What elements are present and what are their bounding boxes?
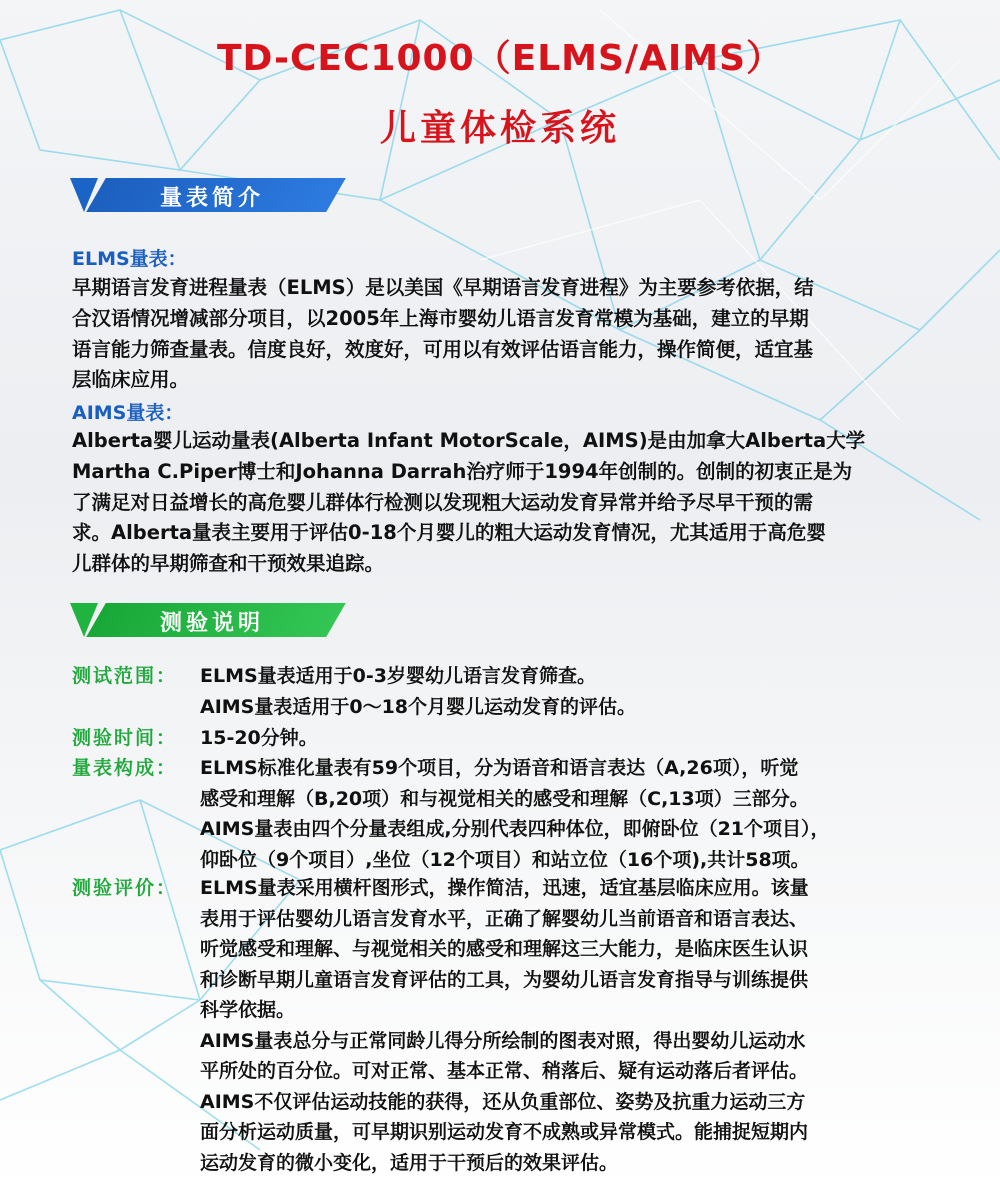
text-line: AIMS量表总分与正常同龄儿得分所绘制的图表对照，得出婴幼儿运动水	[200, 1029, 806, 1052]
text-line: 运动发育的微小变化，适用于干预后的效果评估。	[200, 1151, 619, 1174]
section-heading: 测验说明	[160, 611, 265, 636]
item-label: 测验时间：	[72, 727, 178, 749]
text-line: 了满足对日益增长的高危婴儿群体行检测以发现粗大运动发育异常并给予尽早干预的需	[72, 490, 814, 514]
text-line: Alberta婴儿运动量表(Alberta Infant MotorScale，AIMS)是由加拿大Alberta大学	[72, 429, 866, 452]
text-line: 15-20分钟。	[200, 727, 318, 749]
section-heading: 量表简介	[160, 186, 265, 211]
text-line: AIMS量表由四个分量表组成,分别代表四种体位，即俯卧位（21个项目），	[200, 818, 830, 840]
title-line-2: 儿童体检系统	[379, 108, 620, 149]
text-line: 语言能力筛查量表。信度良好，效度好，可用以有效评估语言能力，操作简便，适宜基	[72, 337, 814, 361]
aims-label: AIMS量表：	[72, 402, 184, 424]
text-line: 面分析运动质量，可早期识别运动发育不成熟或异常模式。能捕捉短期内	[200, 1121, 809, 1143]
text-line: 儿群体的早期筛查和干预效果追踪。	[72, 552, 385, 576]
text-line: 和诊断早期儿童语言发育评估的工具，为婴幼儿语言发育指导与训练提供	[200, 968, 809, 991]
section-banner-test	[70, 603, 345, 637]
text-line: 求。Alberta量表主要用于评估0-18个月婴儿的粗大运动发育情况，尤其适用于高危婴	[72, 521, 826, 545]
text-line: 听觉感受和理解、与视觉相关的感受和理解这三大能力，是临床医生认识	[200, 938, 809, 960]
text-line: AIMS量表适用于0～18个月婴儿运动发育的评估。	[200, 695, 637, 718]
text-line: 仰卧位（9个项目）,坐位（12个项目）和站立位（16个项),共计58项。	[200, 848, 810, 871]
text-line: 感受和理解（B,20项）和与视觉相关的感受和理解（C,13项）三部分。	[200, 787, 809, 810]
text-line: 表用于评估婴幼儿语言发育水平，正确了解婴幼儿当前语音和语言表达、	[200, 907, 809, 930]
text-line: Martha C.Piper博士和Johanna Darrah治疗师于1994年创制的。创制的初衷正是为	[72, 459, 853, 483]
title-line-1: TD-CEC1000（ELMS/AIMS）	[216, 38, 784, 79]
item-label: 量表构成：	[72, 757, 178, 779]
text-line: 合汉语情况增减部分项目，以2005年上海市婴幼儿语言发育常模为基础，建立的早期	[72, 306, 809, 330]
text-line: 早期语言发育进程量表（ELMS）是以美国《早期语言发育进程》为主要参考依据，结	[72, 276, 814, 299]
elms-paragraph	[72, 273, 814, 396]
item-label: 测验评价：	[72, 877, 178, 899]
section-banner-intro	[70, 178, 345, 212]
elms-label: ELMS量表：	[72, 248, 187, 270]
text-line: 平所处的百分位。可对正常、基本正常、稍落后、疑有运动落后者评估。	[200, 1060, 809, 1082]
text-line: AIMS不仅评估运动技能的获得，还从负重部位、姿势及抗重力运动三方	[200, 1090, 806, 1113]
aims-paragraph	[72, 426, 865, 580]
text-line: 层临床应用。	[72, 368, 190, 392]
text-line: ELMS量表适用于0-3岁婴幼儿语言发育筛查。	[200, 665, 597, 687]
text-line: ELMS标准化量表有59个项目，分为语音和语言表达（A,26项），听觉	[200, 757, 799, 779]
text-line: 科学依据。	[200, 999, 296, 1021]
item-label: 测试范围：	[72, 665, 178, 687]
text-line: ELMS量表采用横杆图形式，操作简洁，迅速，适宜基层临床应用。该量	[200, 877, 809, 899]
